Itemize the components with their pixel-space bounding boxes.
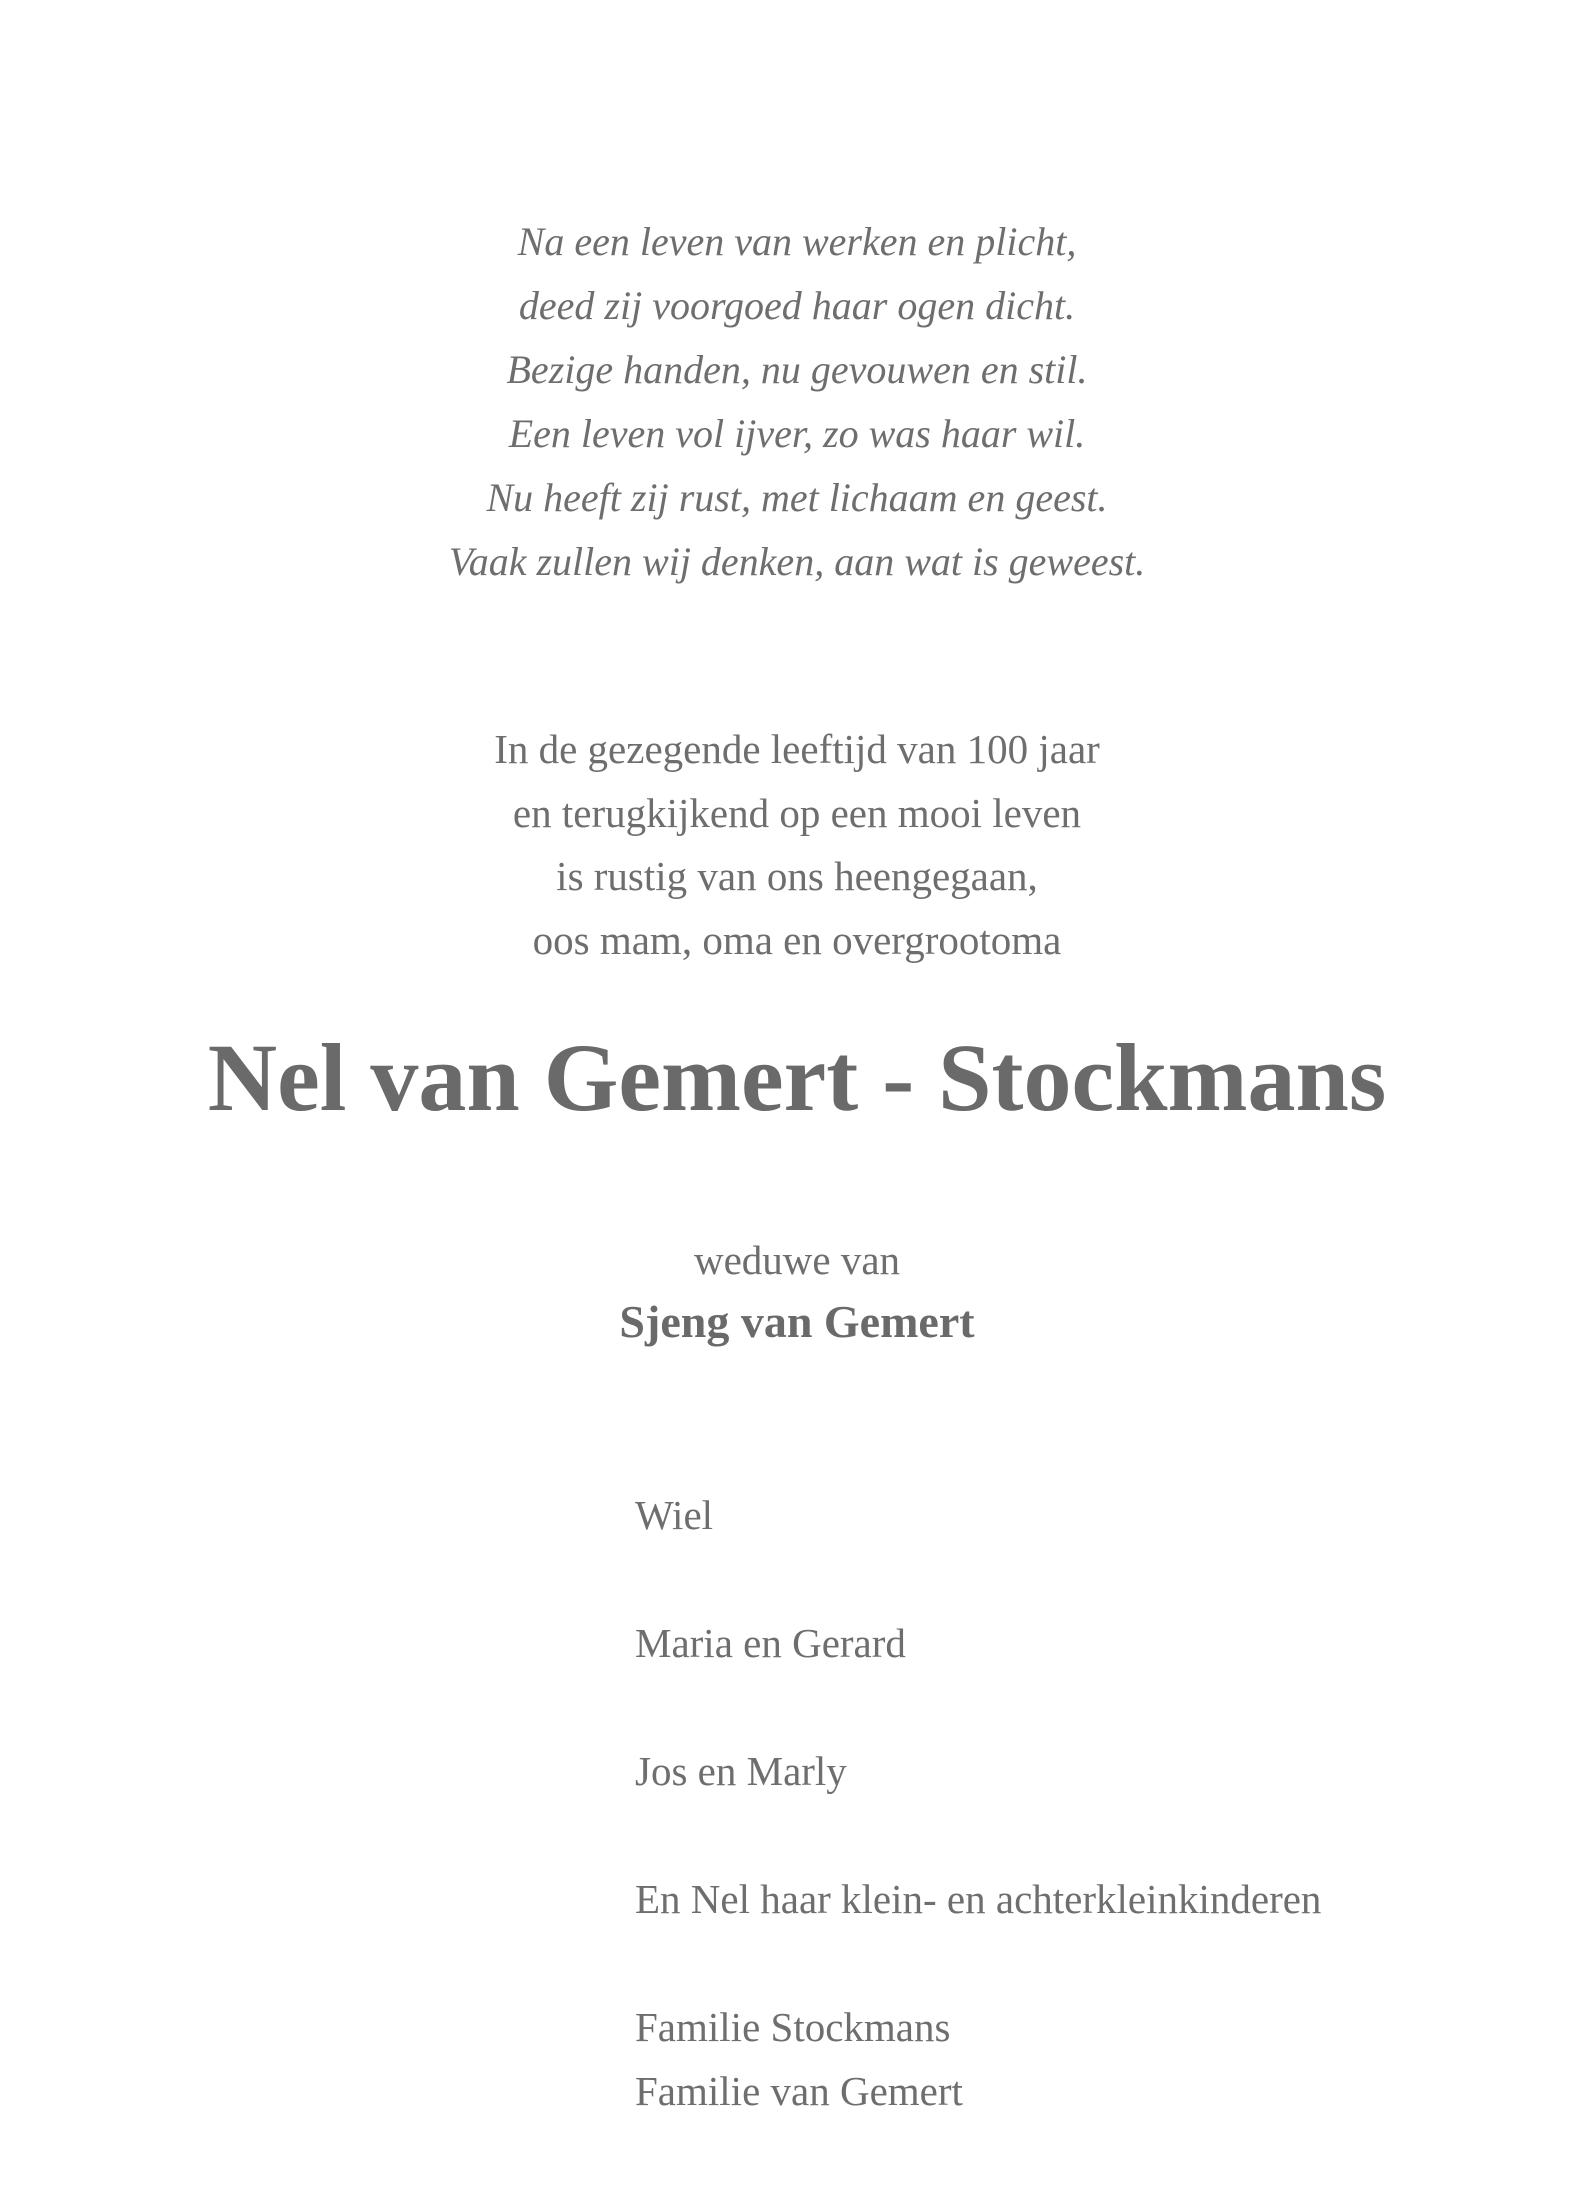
announcement-line: is rustig van ons heengegaan,: [556, 853, 1038, 899]
poem: [0, 210, 1594, 594]
family-entry: Maria en Gerard: [635, 1620, 906, 1666]
poem-line: Bezige handen, nu gevouwen en stil.: [506, 347, 1088, 392]
spouse-name: Sjeng van Gemert: [619, 1296, 975, 1347]
announcement-text: [0, 718, 1594, 972]
poem-line: Vaak zullen wij denken, aan wat is geweest.: [448, 539, 1146, 584]
family-entry: Familie Stockmans: [635, 2004, 951, 2050]
poem-line: Een leven vol ijver, zo was haar wil.: [508, 411, 1086, 456]
poem-line: Na een leven van werken en plicht,: [517, 219, 1077, 264]
announcement-line: In de gezegende leeftijd van 100 jaar: [494, 726, 1100, 772]
widow-label: weduwe van: [693, 1237, 901, 1283]
family-entry: Wiel: [635, 1492, 714, 1538]
deceased-name: Nel van Gemert - Stockmans: [207, 1024, 1387, 1131]
family-entry: Familie van Gemert: [635, 2068, 963, 2114]
family-entry: Jos en Marly: [635, 1748, 847, 1794]
family-entry: En Nel haar klein- en achterkleinkinderen: [635, 1876, 1322, 1922]
poem-line: deed zij voorgoed haar ogen dicht.: [518, 283, 1076, 328]
announcement-line: en terugkijkend op een mooi leven: [512, 789, 1082, 836]
announcement-line: oos mam, oma en overgrootoma: [532, 916, 1062, 963]
poem-line: Nu heeft zij rust, met lichaam en geest.: [486, 475, 1108, 520]
